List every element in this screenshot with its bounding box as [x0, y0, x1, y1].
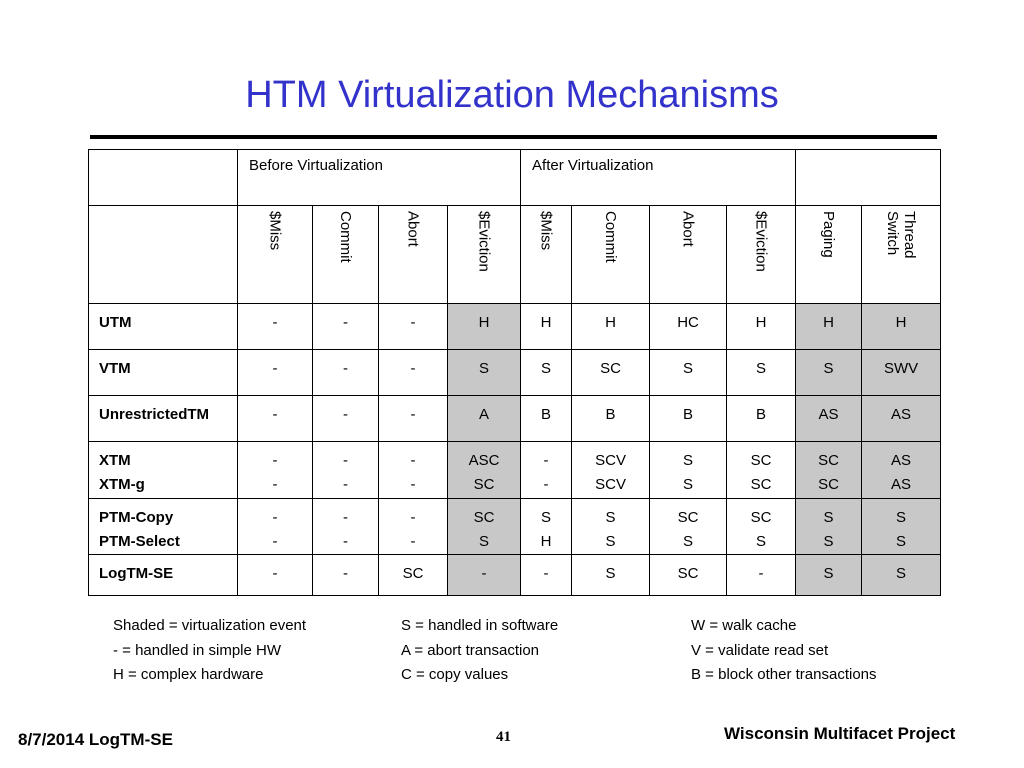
title-divider	[90, 135, 937, 139]
table-cell	[313, 350, 379, 396]
table-cell	[379, 396, 448, 442]
column-header-line: $Eviction	[752, 211, 770, 272]
table-row	[89, 499, 941, 555]
table-cell	[572, 555, 650, 596]
group-header-label: Before Virtualization	[249, 157, 383, 174]
cell-value: AS	[891, 476, 912, 493]
table-cell	[238, 555, 313, 596]
table-cell	[862, 350, 941, 396]
page-number: 41	[496, 729, 511, 745]
cell-value: SC	[677, 509, 699, 526]
cell-value: -	[272, 533, 278, 550]
cell-value: S	[683, 476, 694, 493]
cell-value: SC	[473, 509, 495, 526]
table-cell	[650, 442, 727, 499]
cell-value: S	[479, 360, 490, 377]
legend-item: - = handled in simple HW	[113, 641, 281, 659]
cell-value: SCV	[595, 452, 626, 469]
column-header-label	[337, 206, 354, 263]
column-header-label	[602, 206, 619, 263]
cell-value: -	[272, 406, 278, 423]
group-header-cell	[238, 150, 521, 206]
table-cell	[521, 304, 572, 350]
cell-value: S	[605, 533, 616, 550]
cell-value: S	[756, 533, 767, 550]
cell-value: SC	[402, 565, 424, 582]
column-header-label	[884, 206, 918, 259]
cell-value: H	[540, 314, 552, 331]
legend-item: A = abort transaction	[401, 641, 540, 659]
cell-value: S	[683, 360, 694, 377]
table-cell	[521, 555, 572, 596]
legend-item: B = block other transactions	[691, 666, 877, 683]
cell-value: SC	[677, 565, 699, 582]
cell-value: S	[823, 360, 834, 377]
table-cell	[796, 304, 862, 350]
row-name: XTM	[99, 452, 131, 469]
group-header-label: After Virtualization	[532, 157, 654, 174]
cell-value: H	[478, 314, 490, 331]
cell-value: -	[343, 314, 348, 331]
table-cell	[650, 304, 727, 350]
cell-value: S	[683, 452, 694, 469]
legend-item: Shaded = virtualization event	[113, 617, 307, 634]
table-row	[89, 396, 941, 442]
cell-value: S	[823, 509, 834, 526]
column-header-cell	[796, 206, 862, 304]
table-cell	[448, 442, 521, 499]
cell-value: S	[756, 360, 767, 377]
cell-value: ASC	[468, 452, 500, 469]
mechanism-table	[88, 149, 941, 596]
table-cell	[313, 396, 379, 442]
row-name: XTM-g	[99, 476, 145, 493]
cell-value: B	[605, 406, 616, 423]
cell-value: -	[343, 452, 348, 469]
legend-column-1	[113, 614, 306, 688]
row-name: UnrestrictedTM	[99, 406, 210, 423]
table-cell	[796, 442, 862, 499]
table-cell	[379, 304, 448, 350]
row-name: VTM	[99, 360, 131, 377]
column-header-label	[538, 206, 555, 250]
table-cell	[572, 350, 650, 396]
row-name: PTM-Copy	[99, 509, 174, 526]
column-header-row	[89, 206, 941, 304]
table-cell	[448, 304, 521, 350]
table-cell	[313, 555, 379, 596]
row-name: UTM	[99, 314, 132, 331]
column-header-cell	[379, 206, 448, 304]
cell-value: SC	[600, 360, 621, 377]
table-cell	[238, 499, 313, 555]
cell-value: -	[543, 476, 549, 493]
cell-value: SC	[750, 476, 772, 493]
table-cell	[862, 304, 941, 350]
legend-column-3	[691, 614, 877, 688]
column-header-line: $Miss	[266, 211, 284, 251]
table-cell	[796, 499, 862, 555]
cell-value: -	[343, 406, 348, 423]
column-header-line: Commit	[602, 211, 620, 263]
table-cell	[238, 304, 313, 350]
table-cell	[727, 499, 796, 555]
column-header-label	[753, 206, 770, 272]
cell-value: -	[272, 565, 278, 582]
table-cell	[238, 350, 313, 396]
cell-value: -	[543, 452, 549, 469]
cell-value: S	[823, 565, 834, 582]
corner-cell	[89, 206, 238, 304]
cell-value: SC	[818, 476, 839, 493]
cell-value: -	[343, 509, 348, 526]
cell-value: S	[823, 533, 834, 550]
row-name: LogTM-SE	[99, 565, 174, 582]
table-cell	[862, 396, 941, 442]
group-header-cell	[521, 150, 796, 206]
corner-cell	[89, 150, 238, 206]
row-name-cell	[89, 555, 238, 596]
table-cell	[572, 499, 650, 555]
column-header-line: Switch	[884, 211, 902, 256]
slide-title: HTM Virtualization Mechanisms	[245, 74, 779, 116]
table-cell	[379, 350, 448, 396]
cell-value: -	[410, 314, 416, 331]
table-cell	[727, 555, 796, 596]
cell-value: -	[272, 509, 278, 526]
cell-value: S	[605, 565, 616, 582]
cell-value: H	[895, 314, 907, 331]
column-header-line: Commit	[337, 211, 354, 263]
table-cell	[727, 350, 796, 396]
cell-value: SWV	[883, 360, 919, 377]
cell-value: -	[343, 533, 348, 550]
column-header-label	[820, 206, 837, 258]
cell-value: S	[479, 533, 490, 550]
cell-value: H	[823, 314, 834, 331]
table-cell	[238, 396, 313, 442]
table-cell	[521, 350, 572, 396]
cell-value: B	[683, 406, 694, 423]
row-name-cell	[89, 396, 238, 442]
row-name: PTM-Select	[99, 533, 180, 550]
cell-value: -	[272, 360, 278, 377]
column-header-cell	[727, 206, 796, 304]
row-name-cell	[89, 442, 238, 499]
legend-item: W = walk cache	[691, 617, 797, 634]
column-header-line: Abort	[679, 211, 697, 247]
column-header-cell	[313, 206, 379, 304]
column-header-cell	[572, 206, 650, 304]
cell-value: AS	[891, 406, 912, 423]
table-cell	[448, 396, 521, 442]
table-cell	[727, 442, 796, 499]
table-cell	[650, 396, 727, 442]
table-cell	[238, 442, 313, 499]
table-cell	[379, 499, 448, 555]
cell-value: -	[410, 452, 416, 469]
column-header-label	[476, 206, 493, 272]
cell-value: AS	[818, 406, 839, 423]
cell-value: -	[410, 509, 416, 526]
cell-value: -	[272, 452, 278, 469]
table-cell	[313, 442, 379, 499]
column-header-label	[267, 206, 284, 250]
table-cell	[650, 499, 727, 555]
footer-date-title: 8/7/2014 LogTM-SE	[18, 730, 173, 749]
cell-value: SC	[473, 476, 495, 493]
cell-value: S	[541, 509, 552, 526]
table-cell	[379, 442, 448, 499]
column-header-cell	[521, 206, 572, 304]
table-cell	[448, 350, 521, 396]
cell-value: -	[272, 476, 278, 493]
table-cell	[572, 304, 650, 350]
cell-value: S	[683, 533, 694, 550]
table-cell	[521, 396, 572, 442]
table-cell	[313, 499, 379, 555]
row-name-cell	[89, 350, 238, 396]
legend-column-2	[401, 614, 558, 688]
cell-value: -	[410, 360, 416, 377]
column-header-cell	[650, 206, 727, 304]
cell-value: S	[896, 533, 907, 550]
legend-item: H = complex hardware	[113, 666, 264, 683]
column-header-cell	[238, 206, 313, 304]
table-row	[89, 350, 941, 396]
footer-project: Wisconsin Multifacet Project	[724, 724, 956, 743]
table-cell	[796, 350, 862, 396]
table-cell	[572, 396, 650, 442]
cell-value: S	[605, 509, 616, 526]
cell-value: H	[540, 533, 552, 550]
column-header-line: Paging	[820, 211, 838, 258]
cell-value: -	[543, 565, 549, 582]
cell-value: SCV	[595, 476, 626, 493]
column-header-line: Thread	[901, 211, 919, 259]
table-cell	[862, 555, 941, 596]
column-header-label	[405, 206, 422, 247]
table-cell	[521, 442, 572, 499]
column-header-label	[680, 206, 697, 247]
table-cell	[727, 396, 796, 442]
cell-value: SC	[818, 452, 839, 469]
table-row	[89, 304, 941, 350]
column-header-line: $Eviction	[475, 211, 493, 272]
cell-value: -	[410, 476, 416, 493]
cell-value: B	[541, 406, 552, 423]
table-row	[89, 555, 941, 596]
row-name-cell	[89, 304, 238, 350]
table-cell	[448, 499, 521, 555]
legend-item: C = copy values	[401, 666, 509, 683]
cell-value: H	[755, 314, 767, 331]
table-row	[89, 442, 941, 499]
table-cell	[379, 555, 448, 596]
cell-value: B	[756, 406, 767, 423]
group-header-row	[89, 150, 941, 206]
legend-item: V = validate read set	[691, 641, 829, 659]
column-header-cell	[448, 206, 521, 304]
column-header-cell	[862, 206, 941, 304]
table-cell	[650, 555, 727, 596]
cell-value: A	[479, 406, 490, 423]
table-cell	[521, 499, 572, 555]
cell-value: -	[343, 360, 348, 377]
legend-item: S = handled in software	[401, 617, 559, 634]
cell-value: S	[896, 565, 907, 582]
cell-value: S	[896, 509, 907, 526]
column-header-line: $Miss	[537, 211, 555, 251]
group-header-cell	[796, 150, 941, 206]
table-cell	[796, 396, 862, 442]
cell-value: -	[410, 406, 416, 423]
cell-value: SC	[750, 509, 772, 526]
cell-value: -	[343, 565, 348, 582]
table-cell	[862, 442, 941, 499]
cell-value: -	[272, 314, 278, 331]
table-cell	[796, 555, 862, 596]
table-cell	[727, 304, 796, 350]
cell-value: SC	[750, 452, 772, 469]
cell-value: S	[541, 360, 552, 377]
table-cell	[650, 350, 727, 396]
cell-value: AS	[891, 452, 912, 469]
column-header-line: Abort	[404, 211, 422, 247]
row-name-cell	[89, 499, 238, 555]
cell-value: -	[343, 476, 348, 493]
cell-value: -	[481, 565, 487, 582]
cell-value: -	[410, 533, 416, 550]
cell-value: HC	[677, 314, 699, 331]
table-cell	[862, 499, 941, 555]
table-cell	[448, 555, 521, 596]
cell-value: H	[605, 314, 616, 331]
table-cell	[572, 442, 650, 499]
cell-value: -	[758, 565, 764, 582]
table-cell	[313, 304, 379, 350]
